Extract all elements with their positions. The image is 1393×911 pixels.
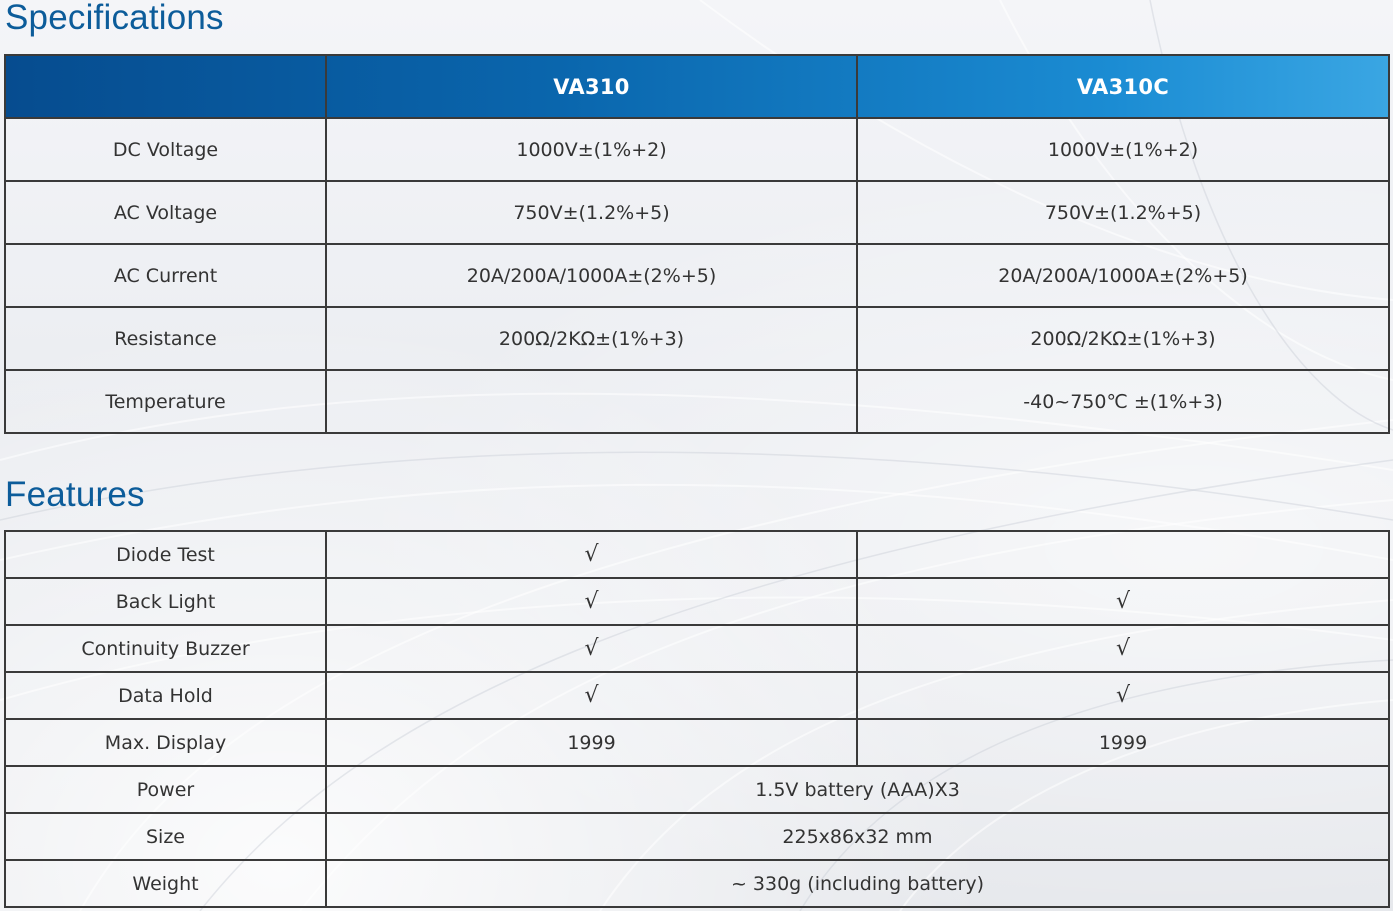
table-row (5, 181, 1389, 244)
table-row (5, 531, 1389, 578)
feature-label: Size (5, 813, 326, 860)
header-corner-cell (5, 55, 326, 118)
specifications-table (4, 54, 1390, 434)
table-row (5, 244, 1389, 307)
check-mark-icon: √ (857, 625, 1389, 672)
feature-label: Power (5, 766, 326, 813)
table-row (5, 672, 1389, 719)
spec-value-va310 (326, 370, 857, 433)
table-row (5, 370, 1389, 433)
header-model-va310: VA310 (326, 55, 857, 118)
check-mark-icon: √ (326, 578, 857, 625)
spec-value-va310: 200Ω/2KΩ±(1%+3) (326, 307, 857, 370)
spec-value-va310c: 20A/200A/1000A±(2%+5) (857, 244, 1389, 307)
table-row (5, 118, 1389, 181)
feature-shared-value: 225x86x32 mm (326, 813, 1389, 860)
feature-label: Back Light (5, 578, 326, 625)
check-mark-icon: √ (857, 578, 1389, 625)
spec-label: AC Current (5, 244, 326, 307)
table-row (5, 307, 1389, 370)
check-mark-icon: √ (857, 672, 1389, 719)
spec-value-va310c: 1000V±(1%+2) (857, 118, 1389, 181)
feature-label: Continuity Buzzer (5, 625, 326, 672)
feature-value-va310c: 1999 (857, 719, 1389, 766)
feature-shared-value: ~ 330g (including battery) (326, 860, 1389, 907)
table-row (5, 860, 1389, 907)
spec-label: Temperature (5, 370, 326, 433)
specifications-title: Specifications (5, 0, 224, 37)
features-title: Features (5, 475, 145, 514)
feature-label: Max. Display (5, 719, 326, 766)
feature-label: Data Hold (5, 672, 326, 719)
spec-value-va310: 1000V±(1%+2) (326, 118, 857, 181)
check-mark-icon: √ (326, 531, 857, 578)
spec-label: Resistance (5, 307, 326, 370)
specifications-header-row (5, 55, 1389, 118)
spec-label: DC Voltage (5, 118, 326, 181)
check-mark-icon: √ (326, 672, 857, 719)
spec-value-va310c: 750V±(1.2%+5) (857, 181, 1389, 244)
feature-shared-value: 1.5V battery (AAA)X3 (326, 766, 1389, 813)
feature-value-va310: 1999 (326, 719, 857, 766)
feature-label: Diode Test (5, 531, 326, 578)
header-model-va310c: VA310C (857, 55, 1389, 118)
spec-value-va310c: -40~750℃ ±(1%+3) (857, 370, 1389, 433)
spec-value-va310: 750V±(1.2%+5) (326, 181, 857, 244)
table-row (5, 625, 1389, 672)
spec-value-va310c: 200Ω/2KΩ±(1%+3) (857, 307, 1389, 370)
feature-value-va310c (857, 531, 1389, 578)
table-row (5, 578, 1389, 625)
table-row (5, 813, 1389, 860)
spec-label: AC Voltage (5, 181, 326, 244)
feature-label: Weight (5, 860, 326, 907)
features-table (4, 530, 1390, 908)
check-mark-icon: √ (326, 625, 857, 672)
table-row (5, 766, 1389, 813)
spec-value-va310: 20A/200A/1000A±(2%+5) (326, 244, 857, 307)
table-row (5, 719, 1389, 766)
